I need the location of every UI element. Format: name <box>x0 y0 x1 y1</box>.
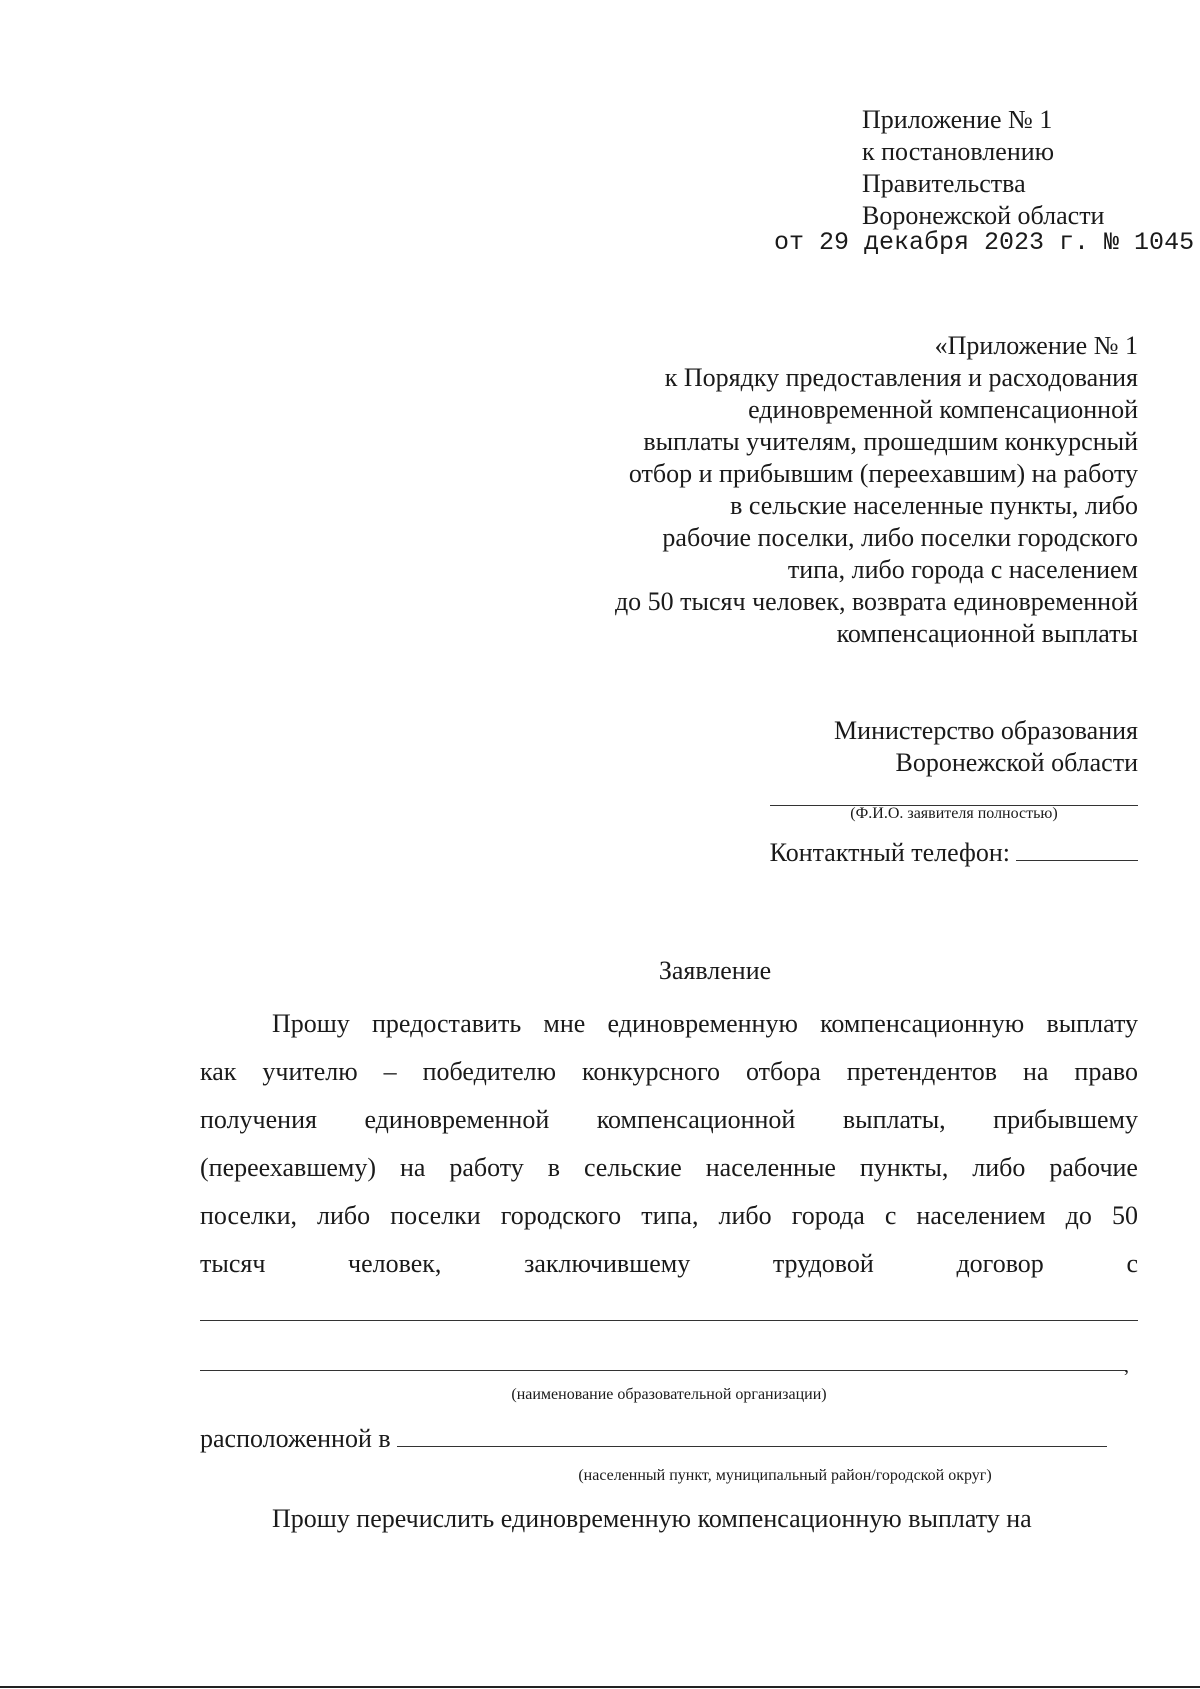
body-line <box>200 1000 1138 1048</box>
body-word: либо <box>718 1201 772 1230</box>
org-name-field-line-2[interactable] <box>200 1370 1126 1371</box>
approval-line: Правительства <box>862 169 1026 198</box>
transfer-line: Прошу перечислить единовременную компенсационную выплату на <box>272 1504 1032 1533</box>
body-word: на <box>399 1153 426 1182</box>
body-line <box>200 1096 1138 1144</box>
approval-line: к постановлению <box>862 137 1055 166</box>
body-word: выплату <box>1046 1009 1138 1038</box>
approval-block <box>862 104 1182 232</box>
annex-line: «Приложение № 1 <box>934 331 1138 360</box>
body-word: мне <box>543 1009 586 1038</box>
body-word: как <box>200 1057 237 1086</box>
body-word: единовременной <box>364 1105 550 1134</box>
annex-line: единовременной компенсационной <box>748 395 1138 424</box>
body-word: тысяч <box>200 1249 266 1278</box>
body-word: города <box>791 1201 865 1230</box>
recipient-block <box>638 715 1138 779</box>
body-word: получения <box>200 1105 317 1134</box>
body-word: отбора <box>745 1057 821 1086</box>
body-word: работу <box>449 1153 524 1182</box>
statement-body <box>200 1000 1138 1288</box>
phone-row <box>770 837 1138 869</box>
org-line-comma: , <box>1124 1355 1129 1377</box>
body-word: трудовой <box>772 1249 874 1278</box>
body-word: с <box>1126 1249 1138 1278</box>
org-name-field-line-1[interactable] <box>200 1320 1138 1321</box>
body-word: населением <box>916 1201 1046 1230</box>
statement-title: Заявление <box>658 956 772 985</box>
body-word: либо <box>317 1201 371 1230</box>
body-word: предоставить <box>372 1009 522 1038</box>
recipient-line-2: Воронежской области <box>895 748 1138 777</box>
annex-line: отбор и прибывшим (переехавшим) на работу <box>628 459 1138 488</box>
approval-line: Воронежской области <box>862 201 1105 230</box>
body-word: – <box>383 1057 397 1086</box>
body-word: рабочие <box>1049 1153 1138 1182</box>
body-word: типа, <box>641 1201 699 1230</box>
body-word: с <box>884 1201 897 1230</box>
body-word: (переехавшему) <box>200 1153 376 1182</box>
org-caption: (наименование образовательной организации) <box>511 1386 827 1403</box>
annex-line: выплаты учителям, прошедшим конкурсный <box>643 427 1138 456</box>
annex-line: рабочие поселки, либо поселки городского <box>662 523 1138 552</box>
body-word: компенсационной <box>596 1105 796 1134</box>
body-word: право <box>1074 1057 1138 1086</box>
location-field-line[interactable] <box>397 1424 1107 1447</box>
annex-line: в сельские населенные пункты, либо <box>730 491 1138 520</box>
annex-line: к Порядку предоставления и расходования <box>664 363 1138 392</box>
body-word: на <box>1022 1057 1049 1086</box>
body-word: договор <box>956 1249 1044 1278</box>
annex-heading <box>498 330 1138 650</box>
body-word: Прошу <box>272 1009 350 1038</box>
page-bottom-edge <box>0 1686 1200 1688</box>
approval-line: Приложение № 1 <box>862 105 1053 134</box>
body-word: претендентов <box>846 1057 997 1086</box>
body-word: поселки, <box>200 1201 297 1230</box>
annex-line: до 50 тысяч человек, возврата единовременной <box>614 587 1138 616</box>
body-word: либо <box>972 1153 1026 1182</box>
location-row <box>200 1423 1138 1455</box>
location-caption: (населенный пункт, муниципальный район/городской округ) <box>578 1467 992 1484</box>
body-word: сельские <box>583 1153 682 1182</box>
body-word: населенные <box>705 1153 836 1182</box>
body-line <box>200 1048 1138 1096</box>
body-word: до <box>1065 1201 1092 1230</box>
body-word: компенсационную <box>820 1009 1025 1038</box>
location-label: расположенной в <box>200 1424 391 1453</box>
body-word: поселки <box>390 1201 481 1230</box>
recipient-line-1: Министерство образования <box>834 716 1138 745</box>
body-word: городского <box>500 1201 622 1230</box>
annex-line: компенсационной выплаты <box>836 619 1138 648</box>
body-word: единовременную <box>607 1009 798 1038</box>
body-word: выплаты, <box>842 1105 946 1134</box>
body-line <box>200 1192 1138 1240</box>
body-word: заключившему <box>524 1249 691 1278</box>
body-word: конкурсного <box>582 1057 721 1086</box>
body-word: победителю <box>422 1057 557 1086</box>
body-word: пункты, <box>859 1153 949 1182</box>
phone-field-line[interactable] <box>1016 838 1138 861</box>
body-line-last <box>200 1240 1138 1288</box>
body-word: 50 <box>1111 1201 1138 1230</box>
body-line <box>200 1144 1138 1192</box>
approval-date-stamp: от 29 декабря 2023 г. № 1045 <box>774 228 1195 257</box>
fio-caption: (Ф.И.О. заявителя полностью) <box>850 805 1058 822</box>
phone-label: Контактный телефон: <box>769 838 1010 867</box>
body-word: человек, <box>348 1249 442 1278</box>
annex-line: типа, либо города с населением <box>787 555 1138 584</box>
body-word: в <box>547 1153 561 1182</box>
body-word: прибывшему <box>993 1105 1138 1134</box>
body-word: учителю <box>262 1057 358 1086</box>
